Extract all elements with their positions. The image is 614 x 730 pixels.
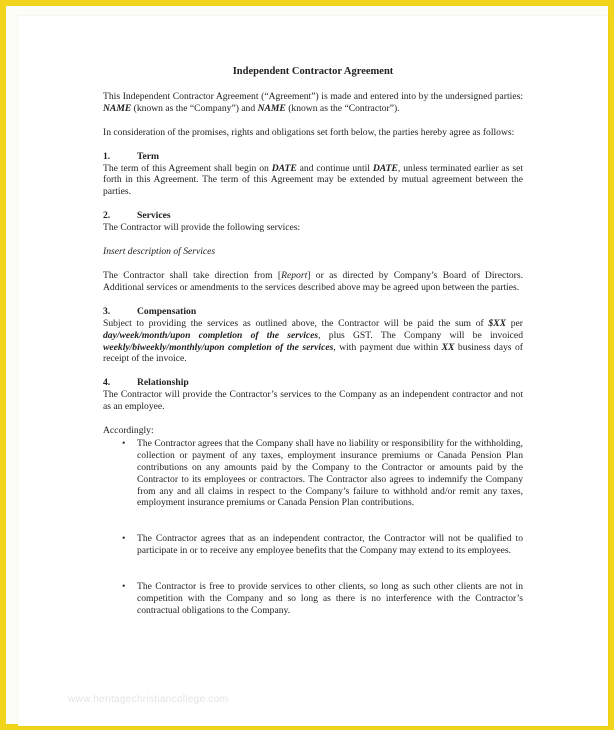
accordingly-label: Accordingly: xyxy=(103,425,154,437)
intro-text-3: (known as the “Contractor”). xyxy=(285,102,400,114)
bullet-icon: • xyxy=(122,581,126,593)
intro-paragraph xyxy=(103,91,523,115)
term-text-1: The term of this Agreement shall begin on xyxy=(103,162,272,174)
section-compensation-heading xyxy=(103,306,523,318)
intro-text-2: (known as the “Company”) and xyxy=(131,102,258,114)
comp-text-4: , with payment due within xyxy=(333,341,442,353)
comp-text-1: Subject to providing the services as outlined above, the Contractor will be paid the sum of xyxy=(103,317,489,329)
document-title: Independent Contractor Agreement xyxy=(232,66,394,77)
bullet-icon: • xyxy=(122,533,126,545)
section-relationship-heading xyxy=(103,377,523,389)
comp-text-5: business days of receipt of the invoice. xyxy=(103,341,523,365)
days-placeholder: XX xyxy=(441,341,455,353)
watermark: www.heritagechristiancollege.com xyxy=(68,694,229,705)
obligations-list xyxy=(103,438,523,617)
section-compensation-body xyxy=(103,318,523,366)
intro-text-1: This Independent Contractor Agreement (“Agreement”) is made and entered into by the undersigned parties: xyxy=(103,90,523,102)
section-title: Relationship xyxy=(137,377,189,389)
direction-text-1: The Contractor shall take direction from [ xyxy=(103,269,282,281)
comp-text-3: , plus GST. The Company will be invoiced xyxy=(318,329,523,341)
period-placeholder: day/week/month/upon completion of the services xyxy=(103,329,319,341)
section-number: 3. xyxy=(103,305,111,317)
company-name-placeholder: NAME xyxy=(103,102,132,114)
section-term-heading xyxy=(103,151,523,163)
section-title: Term xyxy=(137,150,160,162)
report-placeholder: Report xyxy=(281,269,308,281)
list-item xyxy=(103,438,523,509)
list-item xyxy=(103,581,523,617)
section-number: 2. xyxy=(103,210,111,222)
bullet-icon: • xyxy=(122,437,126,449)
contractor-name-placeholder: NAME xyxy=(257,102,286,114)
term-text-3: , unless terminated earlier as set forth in this Agreement. The term of this Agreement may be extended by mutual agreement between the parties. xyxy=(103,162,523,198)
document-content xyxy=(103,66,523,641)
section-number: 4. xyxy=(103,377,111,389)
section-title: Compensation xyxy=(137,305,197,317)
end-date-placeholder: DATE xyxy=(372,162,398,174)
section-services-heading xyxy=(103,210,523,222)
sum-placeholder: $XX xyxy=(488,317,507,329)
document-page xyxy=(18,16,608,726)
section-number: 1. xyxy=(103,150,111,162)
section-title: Services xyxy=(137,210,171,222)
frequency-placeholder: weekly/biweekly/monthly/upon completion of the services xyxy=(103,341,334,353)
list-item xyxy=(103,533,523,557)
services-direction-paragraph xyxy=(103,270,523,294)
section-relationship-body: The Contractor will provide the Contractor’s services to the Company as an independent contractor and not as an employee. xyxy=(103,389,523,413)
list-item-text: The Contractor agrees that as an independent contractor, the Contractor will not be qualified to participate in or to receive any employee benefits that the Company may extend to its employees. xyxy=(137,533,523,557)
section-services-body: The Contractor will provide the following services: xyxy=(103,222,301,234)
start-date-placeholder: DATE xyxy=(271,162,297,174)
section-term-body xyxy=(103,163,523,199)
consideration-paragraph: In consideration of the promises, rights and obligations set forth below, the parties hereby agree as follows: xyxy=(103,126,515,138)
services-description-placeholder: Insert description of Services xyxy=(103,246,216,258)
term-text-2: and continue until xyxy=(296,162,373,174)
direction-text-2: ] or as directed by Company’s Board of Directors. Additional services or amendments to the services described above may be agreed upon between the parties. xyxy=(103,269,524,293)
list-item-text: The Contractor is free to provide services to other clients, so long as such other clients are not in competition with the Company and so long as there is no interference with the Contractor’s contractual obligations to the Company. xyxy=(137,581,523,616)
list-item-text: The Contractor agrees that the Company shall have no liability or responsibility for the withholding, collection or payment of any taxes, employment insurance premiums or Canada Pension Plan contributions on any amounts paid by the Company to the Contractor or amounts paid by the Contractor to its employees or contractors. The Contractor also agrees to indemnify the Company from any and all claims in respect to the Company’s failure to withhold and/or remit any taxes, employment insurance premiums or Canada Pension Plan contributions. xyxy=(137,437,523,509)
comp-text-2: per xyxy=(506,317,523,329)
